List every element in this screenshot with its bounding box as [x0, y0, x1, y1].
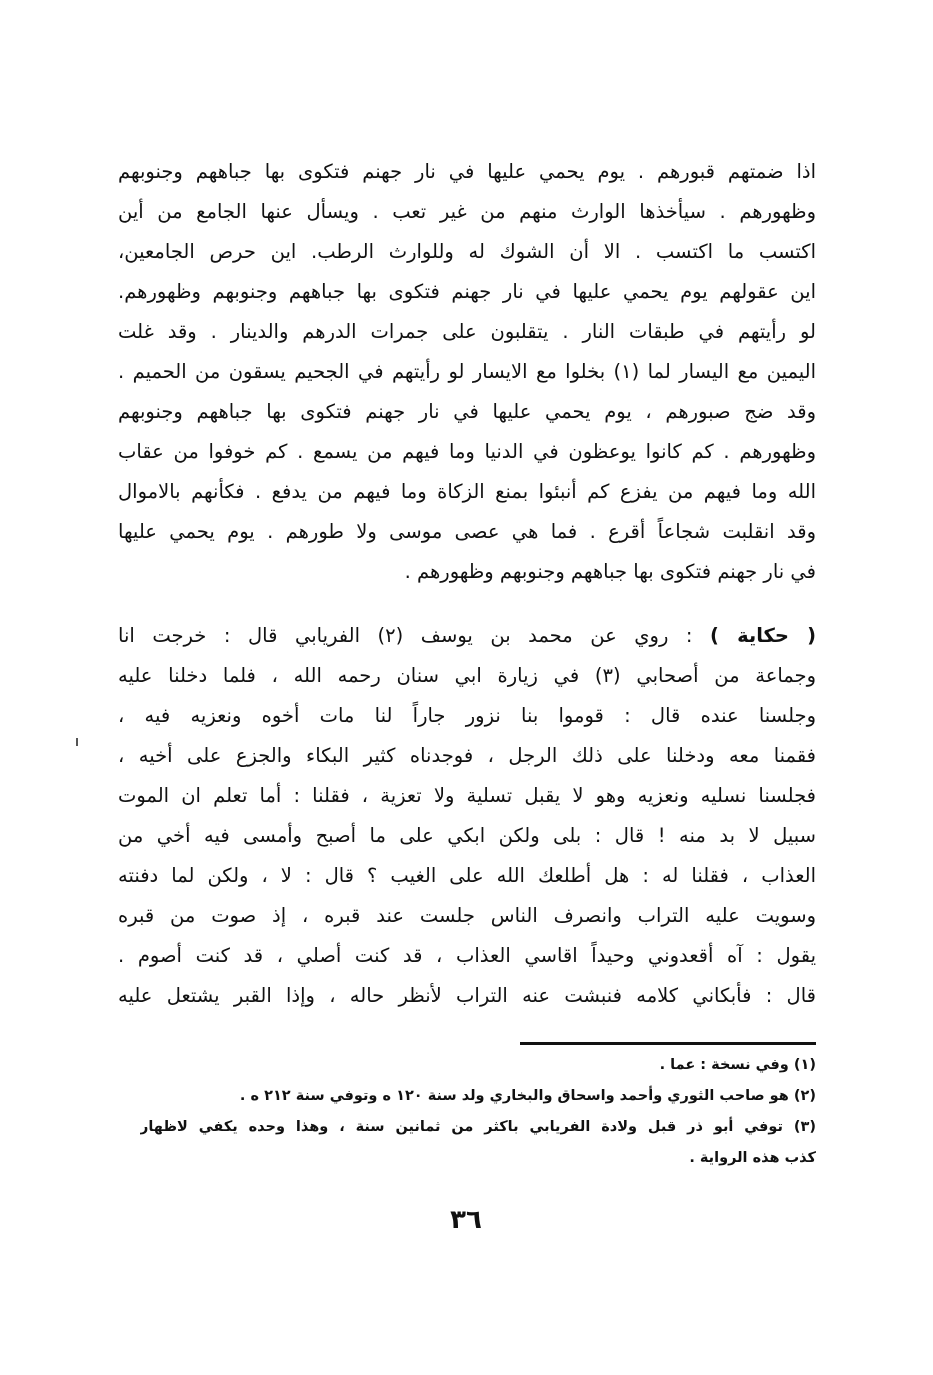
text-line: وجماعة من أصحابي (٣) في زيارة ابي سنان رحمه الله ، فلما دخلنا عليه	[118, 664, 816, 687]
page-number: ٣٦	[450, 1205, 482, 1235]
text-line: قال : فأبكاني كلامه فنبشت عنه التراب لأنظر حاله ، وإذا القبر يشتعل عليه	[118, 984, 816, 1007]
paragraph-2	[118, 616, 816, 1016]
story-heading: ( حكاية )	[710, 624, 816, 647]
footnote-3-continuation: كذب هذه الرواية .	[689, 1150, 816, 1166]
text-line: اكتسب ما اكتسب . الا أن الشوك له وللوارث الرطب. اين حرص الجامعين،	[118, 240, 816, 263]
footnote-divider	[520, 1042, 816, 1045]
text-line: يقول : آه أقعدوني وحيداً اقاسي العذاب ، قد كنت أصلي ، قد كنت أصوم .	[118, 944, 816, 967]
text-line: وسويت عليه التراب وانصرف الناس جلست عند قبره ، إذ صوت من قبره	[118, 904, 816, 927]
text-line: وظهورهم . سيأخذها الوارث منهم من غير تعب . ويسأل عنها الجامع من أين	[118, 200, 816, 223]
footnote-1: (١) وفي نسخة : عما .	[659, 1057, 816, 1073]
text-line: في نار جهنم فتكوى بها جباههم وجنوبهم وظهورهم .	[404, 560, 816, 583]
text-line: فجلسنا نسليه ونعزيه وهو لا يقبل تسلية ولا تعزية ، فقلنا : أما تعلم ان الموت	[118, 784, 816, 807]
text-line: اليمين مع اليسار لما (١) بخلوا مع الايسار لو رأيتهم في الجحيم يسقون من الحميم .	[118, 360, 816, 383]
text-line: سبيل لا بد منه ! قال : بلى ولكن ابكي على ما أصبح وأمسى فيه أخي من	[118, 824, 816, 847]
footnotes	[140, 1050, 816, 1174]
margin-mark	[76, 738, 78, 746]
footnote-2: (٢) هو صاحب الثوري وأحمد واسحاق والبخاري ولد سنة ١٢٠ ه وتوفي سنة ٢١٢ ه .	[239, 1088, 816, 1104]
footnote-3: (٣) توفي أبو ذر قبل ولادة الفريابي باكثر من ثمانين سنة ، وهذا وحده يكفي لاظهار	[140, 1119, 816, 1135]
text-line: اذا ضمتهم قبورهم . يوم يحمي عليها في نار جهنم فتكوى بها جباههم وجنوبهم	[118, 160, 816, 183]
text-line: وظهورهم . كم كانوا يوعظون في الدنيا وما فيهم من يسمع . كم خوفوا من عقاب	[118, 440, 816, 463]
text-line-with-heading	[118, 616, 816, 656]
text-line: لو رأيتهم في طبقات النار . يتقلبون على جمرات الدرهم والدينار . وقد غلت	[118, 320, 816, 343]
text-line-rest: : روي عن محمد بن يوسف (٢) الفريابي قال : خرجت انا	[118, 624, 693, 647]
text-line: وجلسنا عنده قال : قوموا بنا نزور جاراً لنا مات أخوه ونعزيه فيه ،	[118, 704, 816, 727]
text-line: اين عقولهم يوم يحمي عليها في نار جهنم فتكوى بها جباههم وجنوبهم وظهورهم.	[118, 280, 816, 303]
text-line: الله وما فيهم من يفزع كم أنبئوا بمنع الزكاة وما فيهم من يدفع . فكأنهم بالاموال	[118, 480, 816, 503]
paragraph-1	[118, 152, 816, 592]
text-line: العذاب ، فقلنا له : هل أطلعك الله على الغيب ؟ قال : لا ، ولكن لما دفنته	[118, 864, 816, 887]
text-line: فقمنا معه ودخلنا على ذلك الرجل ، فوجدناه كثير البكاء والجزع على أخيه ،	[118, 744, 816, 767]
text-line: وقد انقلبت شجاعاً أقرع . فما هي عصى موسى ولا طورهم . يوم يحمي عليها	[118, 520, 816, 543]
text-line: وقد ضج صبورهم ، يوم يحمي عليها في نار جهنم فتكوى بها جباههم وجنوبهم	[118, 400, 816, 423]
